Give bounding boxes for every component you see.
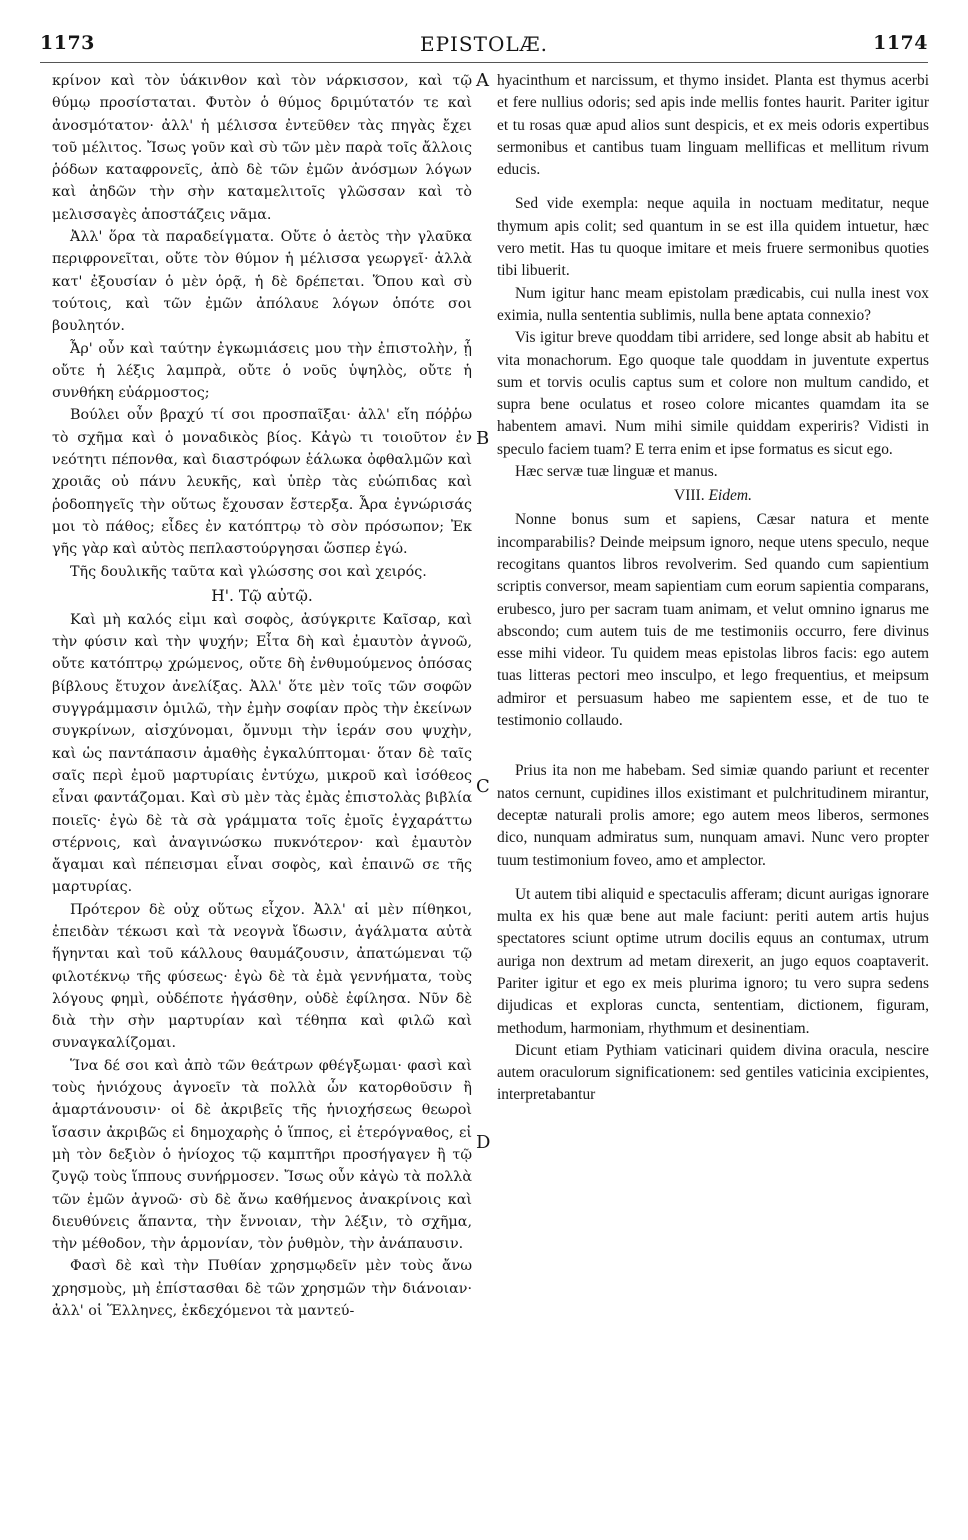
greek-paragraph: Πρότερον δὲ οὐχ οὕτως εἶχον. Ἀλλ' αἱ μὲν πίθηκοι, ἐπειδὰν τέκωσι καὶ τὰ νεογνὰ ἴδωσιν, ἀγάλματα αὐτὰ ἥγηνται καὶ τοῦ κάλλους θαυμάζουσιν, ἀπατώμεναι τῷ φιλοτέκνῳ τῆς φύσεως· ἐγὼ δὲ τὰ ἐμὰ γεννήματα, τοὺς λόγους φημὶ, οὐδέποτε ἠγάσθην, οὐδὲ ἐφίλησα. Νῦν δὲ διὰ τὴν σὴν μαρτυρίαν καὶ τέθηπα καὶ φιλῶ καὶ συναγκαλίζομαι.: [52, 901, 472, 1052]
margin-letter-a: A: [476, 70, 489, 91]
greek-paragraph: Φασὶ δὲ καὶ τὴν Πυθίαν χρησμῳδεῖν μὲν τοὺς ἄνω χρησμοὺς, μὴ ἐπίστασθαι δὲ τῶν χρησμῶν τὴν διάνοιαν· ἀλλ' οἱ Ἕλληνες, ἐκδεχόμενοι τὰ μαντεύ-: [52, 1258, 472, 1320]
greek-letter-heading: Η'. Τῷ αὐτῷ.: [211, 586, 313, 605]
latin-heading-number: VIII.: [674, 487, 705, 505]
greek-paragraph: Τῆς δουλικῆς ταῦτα καὶ γλώσσης σοι καὶ χειρός.: [70, 563, 427, 580]
latin-paragraph: Dicunt etiam Pythiam vaticinari quidem divina oracula, nescire autem oraculorum significationem: sed gentiles vaticinia excipientes, interpretabantur: [497, 1041, 929, 1104]
latin-column: [497, 70, 929, 1107]
greek-column: [52, 70, 472, 1322]
latin-paragraph: Prius ita non me habebam. Sed simiæ quando pariunt et recenter natos cernunt, cupidines illos existimant et pulchritudinem mirantur, deceptæ naturali prolis amore; ego autem meos liberos, sermones dico, nunquam admiratus sum, nunquam amavi. Nunc vero propter tuum testimonium foveo, amo et amplector.: [497, 762, 929, 869]
page-number-left: 1173: [40, 32, 95, 54]
margin-letter-c: C: [476, 776, 490, 797]
greek-paragraph: κρίνον καὶ τὸν ὑάκινθον καὶ τὸν νάρκισσον, καὶ τῷ θύμῳ προσίσταται. Φυτὸν ὁ θύμος δριμύτατόν τε καὶ ἀνοσμότατον· ἀλλ' ἡ μέλισσα ἐντεῦθεν τὰς πηγὰς ἔχει τοῦ μέλιτος. Ἴσως γοῦν καὶ σὺ τῶν μὲν παρὰ τοῖς ἄλλοις ῥόδων καταφρονεῖς, ἀπὸ δὲ τῶν ἐμῶν ἀνόσμων λόγων καὶ ἀηδῶν τὴν σὴν καταμελιτοῖς γλῶσσαν καὶ τὸ μελισσαγὲς ἀποστάζεις νᾶμα.: [52, 73, 472, 223]
latin-paragraph: Hæc servæ tuæ linguæ et manus.: [515, 463, 718, 481]
greek-paragraph: Ἵνα δέ σοι καὶ ἀπὸ τῶν θεάτρων φθέγξωμαι· φασὶ καὶ τοὺς ἡνιόχους ἀγνοεῖν τὰ πολλὰ ὧν κατορθοῦσιν ἢ ἁμαρτάνουσιν· οἱ δὲ ἀκριβεῖς τῆς ἡνιοχήσεως θεωροὶ ἴσασιν ἀκριβῶς εἰ δημοχαρὴς ὁ ἵππος, εἰ ἑτερόγναθος, εἰ μὴ τὸν δεξιὸν ὁ ἡνίοχος τῷ καμπτῆρι προσήγαγεν ἢ τῷ ζυγῷ τοὺς ἵππους συνήρμοσεν. Ἴσως οὖν κἀγὼ τὰ πολλὰ τῶν ἐμῶν ἀγνοῶ· σὺ δὲ ἄνω καθήμενος ἀνακρίνοις καὶ διευθύνεις ἅπαντα, τὴν ἔννοιαν, τὴν λέξιν, τὸ σχῆμα, τὴν μέθοδον, τὴν ἁρμονίαν, τὸν ῥυθμὸν, τὴν ἀνάπαυσιν.: [52, 1057, 472, 1253]
latin-heading-dedication: Eidem.: [708, 487, 752, 505]
latin-paragraph: Nonne bonus sum et sapiens, Cæsar natura et mente incomparabilis? Deinde meipsum ignoro, neque utens speculo, neque recogitans quantos libros revolverim. Sed quando cum sapientium scriptis conversor, meam sapientiam cum eorum sapientia comparans, erubesco, juro per sacram tuam animam, et velut omnino ignarus me abscondo; cum autem tuis de me testimoniis occurro, fere divinus esse mihi videor. Tu quidem meas epistolas libros facis: ego autem tuas litteras pectori meo insculpo, et lego frequentius, et meipsum admiror et persuasum habeo me sapientem esse, et de tuo te testimonio collaudo.: [497, 511, 929, 730]
latin-paragraph: Sed vide exempla: neque aquila in noctuam meditatur, neque thymum apis colit; sed quantum in se est illa quidem intuetur, hæc vero metit. Has tu quoque imitare et meis fruere sermonibus quoties tibi libuerit.: [497, 195, 929, 280]
running-title: EPISTOLÆ.: [419, 32, 549, 56]
latin-paragraph: Num igitur hanc meam epistolam prædicabis, cui nulla inest vox eximia, nulla sententia sublimis, nulla bene aptata connexio?: [497, 284, 929, 324]
latin-paragraph: hyacinthum et narcissum, et thymo insidet. Planta est thymus acerbi et fere nullius odoris; sed apis inde mellis fontes haurit. Pariter igitur et tu rosas quæ apud alios sunt despicis, et ex meis odoris expertibus sermonibus et cantibus tuam linguam mellificas et mellitum rivum educis.: [497, 72, 929, 179]
greek-paragraph: Καὶ μὴ καλός εἰμι καὶ σοφὸς, ἀσύγκριτε Καῖσαρ, καὶ τὴν φύσιν καὶ τὴν ψυχήν; Εἶτα δὴ καὶ ἐμαυτὸν ἀγνοῶ, οὔτε κατόπτρῳ χρώμενος, οὔτε δὴ ἐνθυμούμενος ὁπόσας βίβλους ἔτυχον ἀνελίξας. Ἀλλ' ὅτε μὲν τοῖς τῶν σοφῶν συγγράμμασιν ὁμιλῶ, τὴν ἐμὴν σοφίαν πρὸς τὴν ἐκείνων συγκρίνων, αἰσχύνομαι, ὄμνυμι τὴν ἱεράν σου ψυχὴν, καὶ ὡς παντάπασιν ἀμαθὴς ἐγκαλύπτομαι· ὅταν δὲ ταῖς σαῖς περὶ ἐμοῦ μαρτυρίαις ἐντύχω, μικροῦ καὶ ἰσόθεος εἶναι φαντάζομαι. Καὶ σὺ μὲν τὰς ἐμὰς ἐπιστολὰς βιβλία ποιεῖς· ἐγὼ δὲ τὰ σὰ γράμματα τοῖς ἐμοῖς ἐγχαράττω στέρνοις, καὶ ἀναγινώσκω πυκνότερον· καὶ ἐμαυτὸν ἄγαμαι καὶ πέπεισμαι εἶναι σοφὸς, καὶ ἐπαινῶ σε τῆς μαρτυρίας.: [52, 611, 472, 896]
margin-letter-d: D: [476, 1132, 491, 1153]
greek-paragraph: Ἀλλ' ὅρα τὰ παραδείγματα. Οὔτε ὁ ἀετὸς τὴν γλαῦκα περιφρονεῖται, οὔτε τὸν θύμον ἡ μέλισσα γεωργεῖ· ἀλλὰ κατ' ἐξουσίαν ὁ μὲν ὁρᾷ, ἡ δὲ δρέπεται. Ὅπου καὶ σὺ τούτοις, καὶ τῶν ἐμῶν ἀπόλαυε λόγων ὁπότε σοι βουλητόν.: [52, 229, 472, 335]
page-number-right: 1174: [873, 32, 928, 54]
page-header: [40, 32, 928, 63]
margin-letter-b: B: [476, 428, 490, 449]
greek-paragraph: Ἆρ' οὖν καὶ ταύτην ἐγκωμιάσεις μου τὴν ἐπιστολὴν, ᾗ οὔτε ἡ λέξις λαμπρὰ, οὔτε ὁ νοῦς ὑψηλὸς, οὔτε ἡ συνθήκη εὐάρμοστος;: [52, 340, 472, 402]
latin-letter-heading: [497, 485, 929, 507]
latin-paragraph: Ut autem tibi aliquid e spectaculis afferam; dicunt aurigas ignorare multa ex his quæ bene aut male faciunt: periti autem artis hujus spectatores sciunt optime utrum docilis equus an contumax, utrum auriga non dextrum ad metam direxerit, an jugo equos coaptaverit. Pariter igitur et ego ex meis plurima ignoro; tu vero supra sedens dijudicas et exploras cuncta, sententiam, dictionem, figuram, methodum, harmoniam, rhythmum et desinentiam.: [497, 885, 929, 1037]
latin-paragraph: Vis igitur breve quoddam tibi arridere, sed longe absit ab habitu et vita monachorum. Ego quoque tale quoddam in juventute expertus sum et torvis oculis captus sum et colore non multum candido, et supra bene oculatus et roseo colore micantes quamdam ita se habentem amavi. Num mihi simile quiddam experiris? Vidisti in speculo faciem tuam? E terra enim et ipse formatus es sicut ego.: [497, 329, 929, 458]
greek-paragraph: Βούλει οὖν βραχύ τί σοι προσπαῖξαι· ἀλλ' εἴη πόῤῥω τὸ σχῆμα καὶ ὁ μοναδικὸς βίος. Κἀγὼ τι τοιοῦτον ἐν νεότητι πέπονθα, καὶ διαστρόφων ἑάλωκα ὀφθαλμῶν καὶ χροιᾶς οὐ πάνυ λευκῆς, καὶ ὑπὲρ τὰς εὐώπιδας καὶ ῥοδοπηγεῖς τὴν οὕτως ἔχουσαν ἔστερξα. Ἆρα ἐγνώρισάς μοι τὸ πάθος; εἶδες ἐν κατόπτρῳ τὸ σὸν πρόσωπον; Ἐκ γῆς γὰρ καὶ αὐτὸς πεπλαστούργησαι ὥσπερ ἐγώ.: [52, 407, 472, 558]
